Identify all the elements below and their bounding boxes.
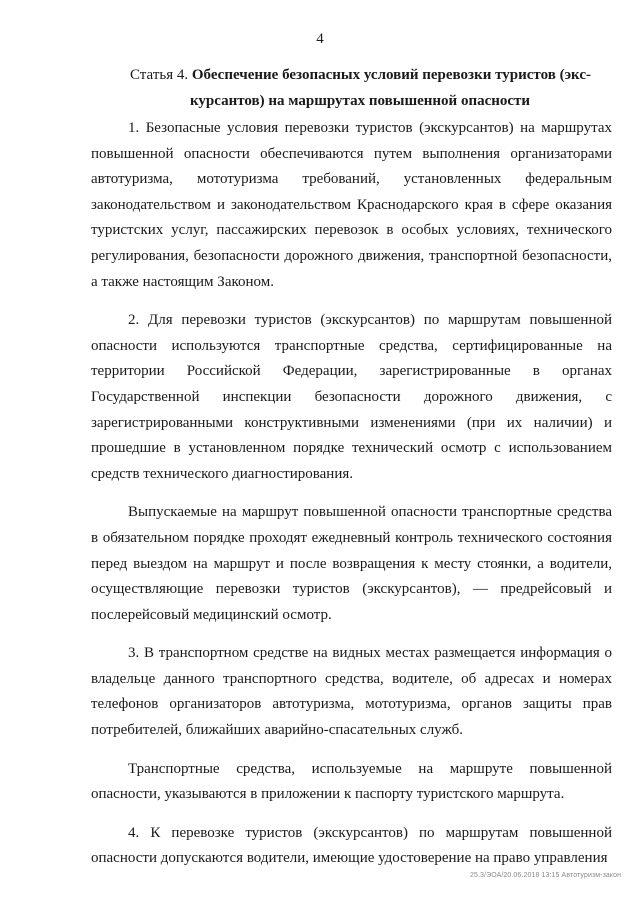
paragraph-2: 2. Для перевозки туристов (экскурсантов) по маршрутам повышенной опасности используются транспортные средства, сертифицированные на территории Российской Федерации, зарегистрированные в органах Государственной инспекции безопасности дорожного движения, с зарегистрированными конструктивными изменениями (при их наличии) и прошедшие в установленном порядке технический осмотр с использованием средств технического диагностирования. xyxy=(91,312,612,482)
article-heading xyxy=(130,62,600,114)
article-title-line1: Обеспечение безопасных условий перевозки туристов (экс- xyxy=(191,67,591,83)
paragraph-2-continued: Выпускаемые на маршрут повышенной опасности транспортные средства в обязательном порядке проходят ежедневный контроль технического состояния перед выездом на маршрут и после возвращения к месту стоянки, а водители, осуществляющие перевозки туристов (экскурсантов), — предрейсовый и послерейсовый медицинский осмотр. xyxy=(91,504,612,623)
document-code-footer: 25.3/ЭОА/20.06.2018 13:15 Автотуризм-закон xyxy=(470,872,622,879)
article-label: Статья 4. xyxy=(130,67,189,83)
article-body xyxy=(91,116,612,885)
paragraph-3-continued: Транспортные средства, используемые на маршруте повышенной опасности, указываются в приложении к паспорту туристского маршрута. xyxy=(91,760,612,803)
page-number: 4 xyxy=(316,31,324,47)
article-title-line2: курсантов) на маршрутах повышенной опасности xyxy=(190,93,531,109)
paragraph-3: 3. В транспортном средстве на видных местах размещается информация о владельце данного транспортного средства, водителе, об адресах и номерах телефонов организаторов автотуризма, мототуризма, органов защиты прав потребителей, ближайших аварийно-спасательных служб. xyxy=(91,645,612,739)
paragraph-1: 1. Безопасные условия перевозки туристов (экскурсантов) на маршрутах повышенной опасности обеспечиваются путем выполнения организаторами автотуризма, мототуризма требований, установленных федеральным законодательством и законодательством Краснодарского края в сфере оказания туристских услуг, пассажирских перевозок в особых условиях, технического регулирования, безопасности дорожного движения, транспортной безопасности, а также настоящим Законом. xyxy=(91,120,612,290)
paragraph-4: 4. К перевозке туристов (экскурсантов) по маршрутам повышенной опасности допускаются водители, имеющие удостоверение на право управления xyxy=(91,824,612,867)
